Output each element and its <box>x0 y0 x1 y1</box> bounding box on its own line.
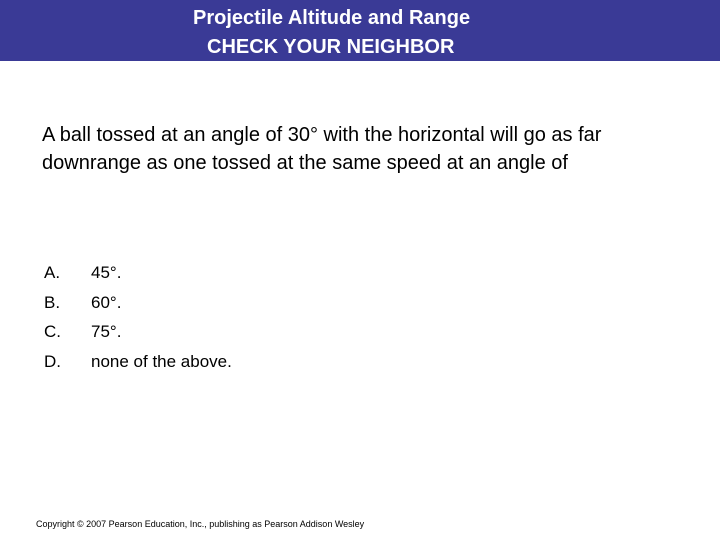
choice-letter: B. <box>44 292 61 312</box>
choice-b <box>44 288 232 318</box>
choice-a <box>44 258 232 288</box>
title-bar <box>0 0 720 61</box>
copyright-notice: Copyright © 2007 Pearson Education, Inc., publishing as Pearson Addison Wesley <box>36 519 365 529</box>
choice-d <box>44 347 232 377</box>
slide-subtitle: CHECK YOUR NEIGHBOR <box>207 36 455 58</box>
choice-text: 60°. <box>91 292 122 312</box>
choice-letter: D. <box>44 351 61 371</box>
choice-text: 45°. <box>91 263 122 282</box>
choice-c <box>44 317 232 347</box>
choice-text: none of the above. <box>91 351 232 371</box>
choice-letter: A. <box>44 263 61 282</box>
choice-text: 75°. <box>91 322 122 341</box>
slide-title: Projectile Altitude and Range <box>193 7 471 29</box>
choice-letter: C. <box>44 322 61 341</box>
question-text: A ball tossed at an angle of 30° with the horizontal will go as far downrange as one tossed at the same speed at an angle of <box>42 124 602 174</box>
answer-choices <box>44 258 232 376</box>
